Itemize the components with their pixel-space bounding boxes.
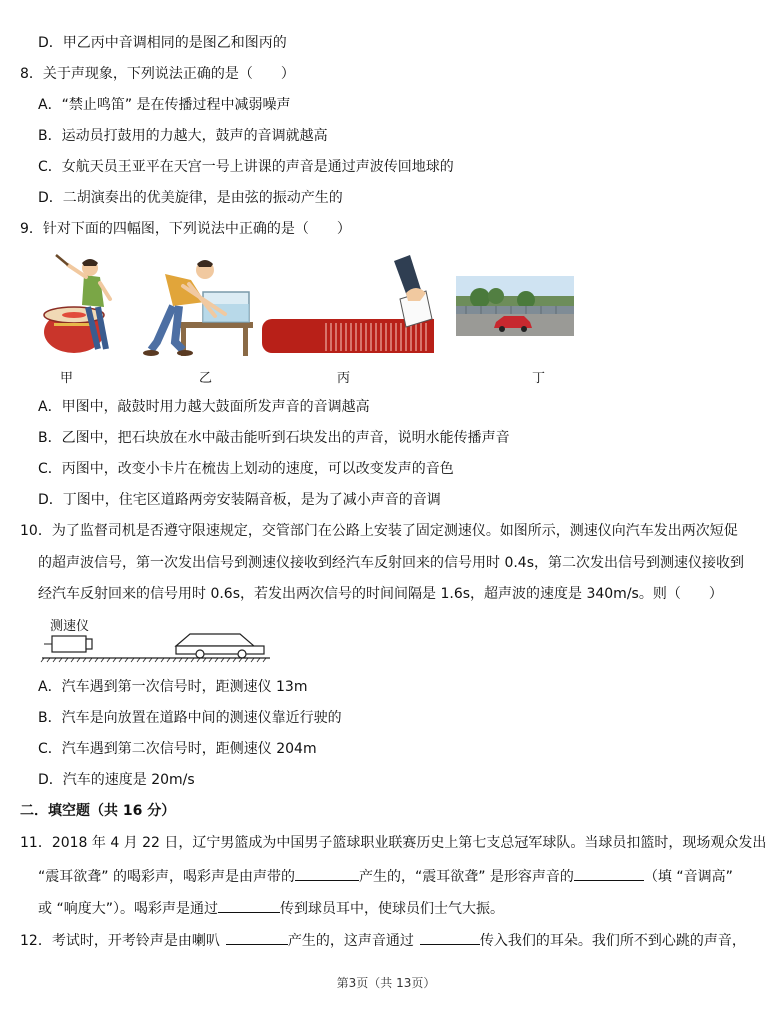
q10-stem-line1: 10．为了监督司机是否遵守限速规定，交管部门在公路上安装了固定测速仪。如图所示，测速仪向汽车发出两次短促 — [20, 523, 738, 539]
q12-line1 — [20, 929, 746, 951]
q9-stem: 9．针对下面的四幅图，下列说法中正确的是（ ） — [20, 221, 351, 237]
q11-text-b: 产生的，“震耳欲聋” 是形容声音的 — [358, 869, 574, 885]
q10-stem-line3: 经汽车反射回来的信号用时 0.6s，若发出两次信号的时间间隔是 1.6s，超声波的速度是 340m/s。则（ ） — [38, 586, 723, 602]
q10-option-d: D．汽车的速度是 20m/s — [38, 772, 195, 788]
q9-option-c: C．丙图中，改变小卡片在梳齿上划动的速度，可以改变发声的音色 — [38, 461, 454, 477]
q12-text-c: 传入我们的耳朵。我们所不到心跳的声音， — [479, 933, 746, 949]
q11-blank-2[interactable] — [574, 865, 644, 881]
caption-yi: 乙 — [199, 371, 213, 386]
q11-text-c: （填 “音调高” — [643, 869, 733, 885]
speed-detector-diagram — [40, 624, 272, 664]
q11-blank-3[interactable] — [218, 897, 280, 913]
page-footer: 第3页（共 13页） — [336, 976, 436, 990]
q10-stem-line2: 的超声波信号，第一次发出信号到测速仪接收到经汽车反射回来的信号用时 0.4s，第二次发出信号到测速仪接收到 — [38, 555, 745, 571]
q11-text-a: “震耳欲聋” 的喝彩声，喝彩声是由声带的 — [38, 869, 295, 885]
q10-option-a: A．汽车遇到第一次信号时，距测速仪 13m — [38, 679, 308, 695]
sound-barrier-road-figure — [456, 276, 574, 336]
q11-text-d: 或 “响度大”）。喝彩声是通过 — [38, 901, 218, 917]
q8-stem: 8．关于声现象，下列说法正确的是（ ） — [20, 66, 295, 82]
q10-option-c: C．汽车遇到第二次信号时，距侧速仪 204m — [38, 741, 317, 757]
caption-bing: 丙 — [337, 371, 351, 386]
q8-option-a: A．“禁止鸣笛” 是在传播过程中减弱噪声 — [38, 97, 291, 113]
q11-text-e: 传到球员耳中，使球员们士气大振。 — [279, 901, 504, 917]
comb-card-figure — [260, 253, 438, 358]
q11-blank-1[interactable] — [295, 865, 359, 881]
q12-blank-2[interactable] — [420, 929, 480, 945]
caption-jia: 甲 — [60, 371, 74, 386]
q8-option-b: B．运动员打鼓用的力越大，鼓声的音调就越高 — [38, 128, 328, 144]
speed-detector-label: 测速仪 — [50, 619, 90, 634]
q11-line3 — [38, 897, 504, 919]
q11-line1: 11．2018 年 4 月 22 日，辽宁男篮成为中国男子篮球职业联赛历史上第七支总冠军球队。当球员扣篮时，现场观众发出 — [20, 835, 767, 851]
water-tank-figure — [143, 258, 255, 358]
q10-option-b: B．汽车是向放置在道路中间的测速仪靠近行驶的 — [38, 710, 342, 726]
q12-blank-1[interactable] — [226, 929, 288, 945]
caption-ding: 丁 — [532, 371, 546, 386]
drummer-figure — [38, 253, 118, 358]
q8-option-d: D．二胡演奏出的优美旋律，是由弦的振动产生的 — [38, 190, 343, 206]
q11-line2 — [38, 865, 733, 887]
q7-option-d: D．甲乙丙中音调相同的是图乙和图丙的 — [38, 35, 287, 51]
q12-text-a: 12．考试时，开考铃声是由喇叭 — [20, 933, 220, 949]
q12-text-b: 产生的，这声音通过 — [287, 933, 414, 949]
q9-option-d: D．丁图中，住宅区道路两旁安装隔音板，是为了减小声音的音调 — [38, 492, 441, 508]
q9-option-a: A．甲图中，敲鼓时用力越大鼓面所发声音的音调越高 — [38, 399, 370, 415]
q9-option-b: B．乙图中，把石块放在水中敲击能听到石块发出的声音，说明水能传播声音 — [38, 430, 510, 446]
section-title-fill-in: 二．填空题（共 16 分） — [20, 803, 176, 819]
q8-option-c: C．女航天员王亚平在天宫一号上讲课的声音是通过声波传回地球的 — [38, 159, 454, 175]
